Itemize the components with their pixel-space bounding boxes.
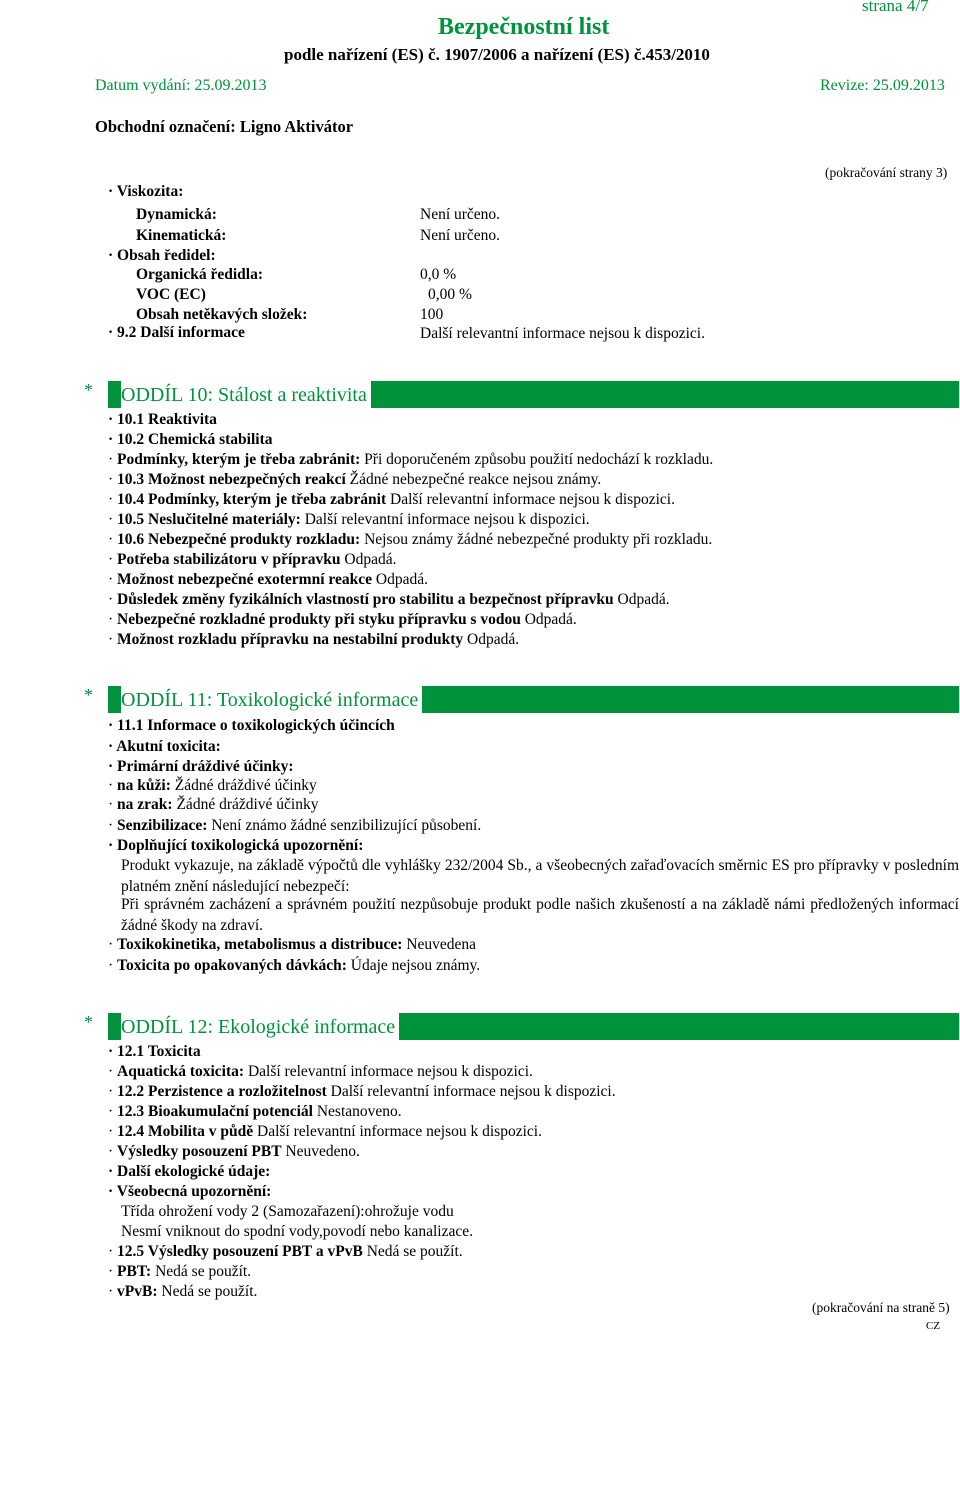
s10-line-1: · 10.1 Reaktivita — [108, 410, 217, 430]
s12-line-13: · vPvB: Nedá se použít. — [108, 1282, 257, 1302]
s10-line-8: · Potřeba stabilizátoru v přípravku Odpadá. — [108, 550, 396, 570]
s10-line-2: · 10.2 Chemická stabilita — [108, 430, 272, 450]
section-11-header — [108, 686, 959, 713]
viscosity-label: · Viskozita: — [108, 182, 183, 202]
other-info-value: Další relevantní informace nejsou k dispozici. — [420, 325, 705, 342]
s11-paragraph-2: Při správném zacházení a správném použití nezpůsobuje produkt podle našich zkušeností a na základě námi předložených informací žádné škody na zdraví. — [121, 896, 959, 934]
s12-line-6: · Výsledky posouzení PBT Neuvedeno. — [108, 1142, 360, 1162]
issue-date: Datum vydání: 25.09.2013 — [95, 77, 267, 94]
s12-line-2: · Aquatická toxicita: Další relevantní informace nejsou k dispozici. — [108, 1062, 533, 1082]
continuation-note-top: (pokračování strany 3) — [825, 165, 948, 180]
section-12-change-marker: * — [84, 1012, 93, 1032]
s10-line-3: · Podmínky, kterým je třeba zabránit: Při doporučeném způsobu použití nedochází k rozkladu. — [108, 450, 713, 470]
s11-line-8: · Toxikokinetika, metabolismus a distribuce: Neuvedena — [108, 935, 476, 955]
other-info-label: · 9.2 Další informace — [108, 323, 245, 343]
s12-line-5: · 12.4 Mobilita v půdě Další relevantní informace nejsou k dispozici. — [108, 1122, 542, 1142]
voc-label: VOC (EC) — [136, 286, 206, 303]
s11-paragraph-1: Produkt vykazuje, na základě výpočtů dle vyhlášky 232/2004 Sb., a všeobecných zařaďovacích směrnic ES pro přípravky v posledním platném znění následující nebezpečí: — [121, 857, 959, 895]
organic-solvents-label: Organická ředidla: — [136, 266, 264, 283]
page-number: strana 4/7 — [862, 0, 929, 15]
s12-line-4: · 12.3 Bioakumulační potenciál Nestanoveno. — [108, 1102, 402, 1122]
organic-solvents-value: 0,0 % — [420, 266, 457, 283]
dynamic-viscosity-label: Dynamická: — [136, 206, 217, 223]
revision-date: Revize: 25.09.2013 — [820, 77, 945, 94]
s11-line-1: · 11.1 Informace o toxikologických účincích — [108, 716, 395, 736]
s12-line-1: · 12.1 Toxicita — [108, 1042, 201, 1062]
s11-line-2: · Akutní toxicita: — [108, 737, 221, 757]
voc-value: 0,00 % — [428, 286, 472, 303]
solvent-content-label: · Obsah ředidel: — [108, 246, 216, 266]
language-code: CZ — [926, 1320, 941, 1332]
document-subtitle: podle nařízení (ES) č. 1907/2006 a nařízení (ES) č.453/2010 — [284, 45, 710, 64]
section-10-change-marker: * — [84, 380, 93, 400]
s11-line-7: · Doplňující toxikologická upozornění: — [108, 836, 363, 856]
s12-line-8: · Všeobecná upozornění: — [108, 1182, 271, 1202]
s11-line-3: · Primární dráždivé účinky: — [108, 757, 294, 777]
s10-line-9: · Možnost nebezpečné exotermní reakce Odpadá. — [108, 570, 428, 590]
s10-line-11: · Nebezpečné rozkladné produkty při styku přípravku s vodou Odpadá. — [108, 610, 577, 630]
s10-line-6: · 10.5 Neslučitelné materiály: Další relevantní informace nejsou k dispozici. — [108, 510, 590, 530]
s11-line-9: · Toxicita po opakovaných dávkách: Údaje nejsou známy. — [108, 956, 480, 976]
nonvolatile-value: 100 — [420, 306, 444, 323]
section-12-title: ODDÍL 12: Ekologické informace — [121, 1013, 399, 1040]
s10-line-5: · 10.4 Podmínky, kterým je třeba zabránit Další relevantní informace nejsou k dispozici. — [108, 490, 675, 510]
section-11-change-marker: * — [84, 685, 93, 705]
s12-line-11: · 12.5 Výsledky posouzení PBT a vPvB Nedá se použít. — [108, 1242, 463, 1262]
s12-line-12: · PBT: Nedá se použít. — [108, 1262, 251, 1282]
nonvolatile-label: Obsah netěkavých složek: — [136, 306, 308, 323]
s10-line-10: · Důsledek změny fyzikálních vlastností pro stabilitu a bezpečnost přípravku Odpadá. — [108, 590, 670, 610]
continuation-note-bottom: (pokračování na straně 5) — [812, 1300, 950, 1315]
section-12-header — [108, 1013, 959, 1040]
s11-line-4: · na kůži: Žádné dráždivé účinky — [108, 776, 317, 796]
s11-line-5: · na zrak: Žádné dráždivé účinky — [108, 795, 319, 815]
section-11-title: ODDÍL 11: Toxikologické informace — [121, 686, 422, 713]
section-10-title: ODDÍL 10: Stálost a reaktivita — [121, 381, 371, 408]
s10-line-12: · Možnost rozkladu přípravku na nestabilní produkty Odpadá. — [108, 630, 519, 650]
trade-name: Obchodní označení: Ligno Aktivátor — [95, 117, 354, 136]
s12-line-10: Nesmí vniknout do spodní vody,povodí nebo kanalizace. — [121, 1223, 473, 1240]
dynamic-viscosity-value: Není určeno. — [420, 206, 501, 223]
document-title: Bezpečnostní list — [438, 14, 610, 40]
section-10-header — [108, 381, 959, 408]
s11-line-6: · Senzibilizace: Není známo žádné senzibilizující působení. — [108, 816, 481, 836]
s10-line-4: · 10.3 Možnost nebezpečných reakcí Žádné nebezpečné reakce nejsou známy. — [108, 470, 601, 490]
s10-line-7: · 10.6 Nebezpečné produkty rozkladu: Nejsou známy žádné nebezpečné produkty při rozkladu. — [108, 530, 712, 550]
kinematic-viscosity-value: Není určeno. — [420, 227, 501, 244]
s12-line-7: · Další ekologické údaje: — [108, 1162, 270, 1182]
s12-line-3: · 12.2 Perzistence a rozložitelnost Další relevantní informace nejsou k dispozici. — [108, 1082, 616, 1102]
kinematic-viscosity-label: Kinematická: — [136, 227, 227, 244]
s12-line-9: Třída ohrožení vody 2 (Samozařazení):ohrožuje vodu — [121, 1203, 454, 1220]
